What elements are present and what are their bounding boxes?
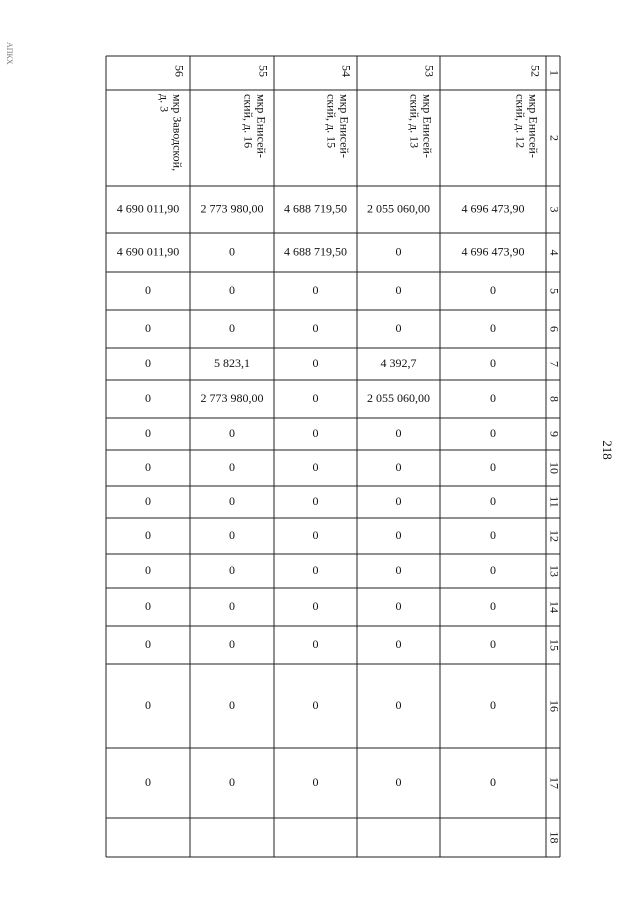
value-cell: 0 bbox=[145, 636, 151, 651]
column-number: 13 bbox=[547, 565, 562, 577]
value-cell: 0 bbox=[145, 493, 151, 508]
value-cell: 0 bbox=[395, 774, 402, 789]
record-number: 52 bbox=[528, 65, 543, 77]
value-cell: 2 055 060,00 bbox=[367, 390, 430, 405]
value-cell: 0 bbox=[490, 774, 496, 789]
column-number: 5 bbox=[547, 288, 562, 294]
value-cell: 0 bbox=[312, 425, 319, 440]
column-number: 8 bbox=[547, 396, 562, 402]
address-line-2: ский, д. 12 bbox=[513, 94, 528, 149]
page-number: 218 bbox=[600, 440, 615, 460]
value-cell: 0 bbox=[229, 774, 235, 789]
value-cell: 0 bbox=[229, 598, 235, 613]
column-number: 7 bbox=[547, 361, 562, 367]
value-cell: 0 bbox=[490, 493, 496, 508]
column-number: 10 bbox=[547, 462, 562, 474]
value-cell: 4 696 473,90 bbox=[461, 201, 525, 216]
value-cell: 0 bbox=[312, 598, 319, 613]
value-cell: 0 bbox=[312, 697, 319, 712]
value-cell: 0 bbox=[490, 355, 496, 370]
value-cell: 0 bbox=[145, 459, 151, 474]
value-cell: 0 bbox=[312, 774, 319, 789]
value-cell: 0 bbox=[229, 697, 235, 712]
value-cell: 0 bbox=[229, 459, 235, 474]
value-cell: 0 bbox=[490, 459, 496, 474]
value-cell: 0 bbox=[490, 390, 496, 405]
value-cell: 2 773 980,00 bbox=[200, 390, 264, 405]
value-cell: 0 bbox=[490, 636, 496, 651]
column-number: 9 bbox=[547, 431, 562, 437]
value-cell: 0 bbox=[145, 697, 151, 712]
value-cell: 0 bbox=[395, 598, 402, 613]
value-cell: 0 bbox=[395, 320, 402, 335]
value-cell: 0 bbox=[229, 527, 235, 542]
value-cell: 4 392,7 bbox=[380, 355, 417, 370]
column-number: 3 bbox=[547, 206, 562, 213]
value-cell: 4 690 011,90 bbox=[116, 201, 180, 216]
value-cell: 0 bbox=[145, 562, 151, 577]
value-cell: 2 773 980,00 bbox=[200, 201, 264, 216]
value-cell: 4 690 011,90 bbox=[116, 244, 180, 259]
value-cell: 0 bbox=[490, 598, 496, 613]
value-cell: 0 bbox=[312, 493, 319, 508]
column-number: 16 bbox=[547, 700, 562, 712]
value-cell: 0 bbox=[490, 282, 496, 297]
value-cell: 0 bbox=[312, 320, 319, 335]
value-cell: 0 bbox=[490, 320, 496, 335]
value-cell: 0 bbox=[229, 425, 235, 440]
value-cell: 0 bbox=[395, 697, 402, 712]
value-cell: 0 bbox=[312, 282, 319, 297]
value-cell: 0 bbox=[395, 493, 402, 508]
value-cell: 0 bbox=[145, 320, 151, 335]
value-cell: 4 696 473,90 bbox=[461, 244, 525, 259]
value-cell: 0 bbox=[395, 562, 402, 577]
value-cell: 0 bbox=[145, 282, 151, 297]
address-line-1: мкр Енисей- bbox=[526, 94, 541, 158]
value-cell: 0 bbox=[312, 562, 319, 577]
value-cell: 4 688 719,50 bbox=[284, 201, 347, 216]
address-line-2: ский, д. 13 bbox=[407, 94, 422, 149]
column-number: 6 bbox=[547, 326, 562, 332]
column-number: 2 bbox=[547, 135, 562, 141]
corner-mark: АПКХ bbox=[5, 42, 14, 65]
value-cell: 0 bbox=[395, 527, 402, 542]
value-cell: 0 bbox=[395, 244, 402, 259]
value-cell: 0 bbox=[145, 390, 151, 405]
address-line-2: д. 3 bbox=[157, 94, 172, 113]
value-cell: 0 bbox=[490, 562, 496, 577]
value-cell: 0 bbox=[229, 562, 235, 577]
value-cell: 0 bbox=[312, 527, 319, 542]
value-cell: 0 bbox=[312, 355, 319, 370]
column-number: 15 bbox=[547, 639, 562, 651]
value-cell: 0 bbox=[395, 282, 402, 297]
value-cell: 0 bbox=[490, 697, 496, 712]
value-cell: 0 bbox=[145, 598, 151, 613]
value-cell: 5 823,1 bbox=[214, 355, 250, 370]
value-cell: 2 055 060,00 bbox=[367, 201, 430, 216]
record-number: 55 bbox=[256, 65, 271, 77]
address-line-1: мкр Енисей- bbox=[420, 94, 435, 158]
column-number: 12 bbox=[547, 530, 562, 542]
value-cell: 0 bbox=[229, 636, 235, 651]
record-number: 53 bbox=[422, 65, 437, 77]
column-number: 18 bbox=[547, 831, 562, 844]
value-cell: 0 bbox=[229, 282, 235, 297]
value-cell: 0 bbox=[145, 355, 151, 370]
address-line-1: мкр Енисей- bbox=[254, 94, 269, 158]
value-cell: 0 bbox=[490, 527, 496, 542]
value-cell: 0 bbox=[490, 425, 496, 440]
record-number: 56 bbox=[172, 65, 187, 77]
column-number: 4 bbox=[547, 249, 562, 256]
value-cell: 0 bbox=[312, 636, 319, 651]
value-cell: 0 bbox=[312, 390, 319, 405]
value-cell: 0 bbox=[229, 320, 235, 335]
value-cell: 0 bbox=[145, 527, 151, 542]
value-cell: 0 bbox=[145, 425, 151, 440]
value-cell: 0 bbox=[145, 774, 151, 789]
address-line-2: ский, д. 15 bbox=[324, 94, 339, 149]
value-cell: 0 bbox=[229, 244, 235, 259]
column-number: 14 bbox=[547, 601, 562, 613]
address-line-1: мкр Заводской, bbox=[170, 94, 185, 172]
value-cell: 0 bbox=[229, 493, 235, 508]
value-cell: 0 bbox=[312, 459, 319, 474]
address-line-1: мкр Енисей- bbox=[337, 94, 352, 158]
address-line-2: ский, д. 16 bbox=[241, 94, 256, 149]
value-cell: 0 bbox=[395, 425, 402, 440]
value-cell: 4 688 719,50 bbox=[284, 244, 347, 259]
record-number: 54 bbox=[339, 65, 354, 77]
value-cell: 0 bbox=[395, 459, 402, 474]
column-number: 11 bbox=[547, 496, 562, 508]
column-number: 17 bbox=[547, 777, 562, 789]
column-number: 1 bbox=[547, 70, 562, 76]
value-cell: 0 bbox=[395, 636, 402, 651]
